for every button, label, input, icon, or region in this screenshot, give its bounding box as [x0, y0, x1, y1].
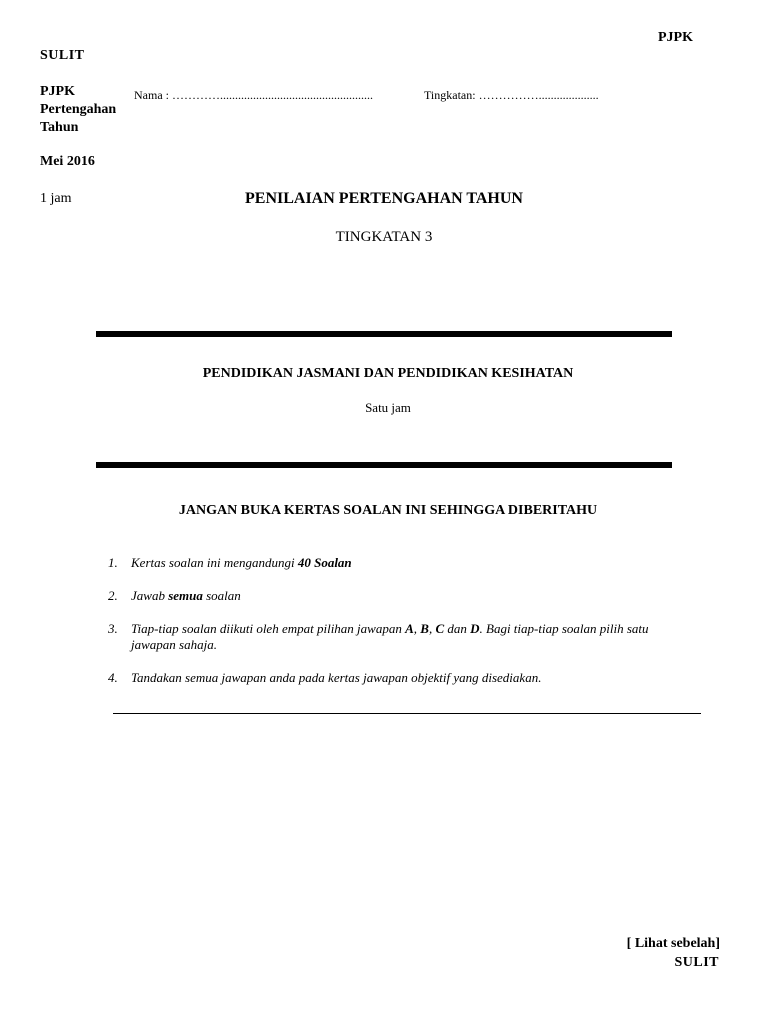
header-code: PJPK	[658, 30, 693, 45]
instruction-separator: ,	[428, 621, 436, 636]
instruction-text: Kertas soalan ini mengandungi	[131, 555, 298, 570]
option-letter-a: A	[405, 621, 414, 636]
divider-bar-top	[96, 331, 672, 337]
form-field-line: Tingkatan: ……………....................	[424, 88, 599, 102]
do-not-open-warning: JANGAN BUKA KERTAS SOALAN INI SEHINGGA DIBERITAHU	[178, 503, 598, 518]
instruction-item	[108, 621, 688, 653]
instruction-number: 4.	[108, 670, 118, 685]
see-next-page-note: [ Lihat sebelah]	[626, 936, 720, 951]
divider-bar-bottom	[96, 462, 672, 468]
instruction-text: Tandakan semua jawapan anda pada kertas jawapan objektif yang disediakan.	[131, 670, 542, 685]
horizontal-rule	[113, 713, 701, 714]
name-field-line: Nama : …………...................................................	[134, 88, 373, 102]
option-letter-b: B	[420, 621, 429, 636]
instruction-text: Jawab	[131, 588, 169, 603]
exam-info-block	[40, 83, 116, 137]
instruction-separator: dan	[444, 621, 471, 636]
exam-info-line: Tahun	[40, 120, 79, 135]
exam-duration-short: 1 jam	[40, 191, 72, 206]
instruction-number: 2.	[108, 588, 118, 603]
subject-duration: Satu jam	[365, 400, 411, 415]
exam-title: PENILAIAN PERTENGAHAN TAHUN	[245, 190, 523, 207]
instruction-emphasis: semua	[168, 588, 203, 603]
option-letter-c: C	[435, 621, 445, 636]
exam-level: TINGKATAN 3	[335, 229, 433, 245]
instruction-item	[108, 555, 688, 571]
exam-date: Mei 2016	[40, 154, 95, 169]
sulit-label-top: SULIT	[40, 48, 85, 63]
sulit-label-bottom: SULIT	[674, 955, 719, 970]
instruction-text: Tiap-tiap soalan diikuti oleh empat pilihan jawapan	[131, 621, 406, 636]
instruction-text: soalan	[202, 588, 241, 603]
instruction-text: . Bagi tiap-tiap soalan pilih satu jawapan sahaja.	[131, 621, 649, 652]
option-letter-d: D	[470, 621, 480, 636]
instruction-emphasis: 40 Soalan	[297, 555, 352, 570]
instruction-separator: ,	[413, 621, 421, 636]
instruction-item	[108, 588, 688, 604]
instruction-item	[108, 670, 688, 686]
instruction-number: 1.	[108, 555, 118, 570]
instruction-list	[108, 555, 688, 703]
instruction-number: 3.	[108, 621, 118, 636]
exam-info-line: Pertengahan	[40, 102, 117, 117]
exam-info-line: PJPK	[40, 84, 75, 99]
subject-title: PENDIDIKAN JASMANI DAN PENDIDIKAN KESIHATAN	[202, 366, 574, 381]
